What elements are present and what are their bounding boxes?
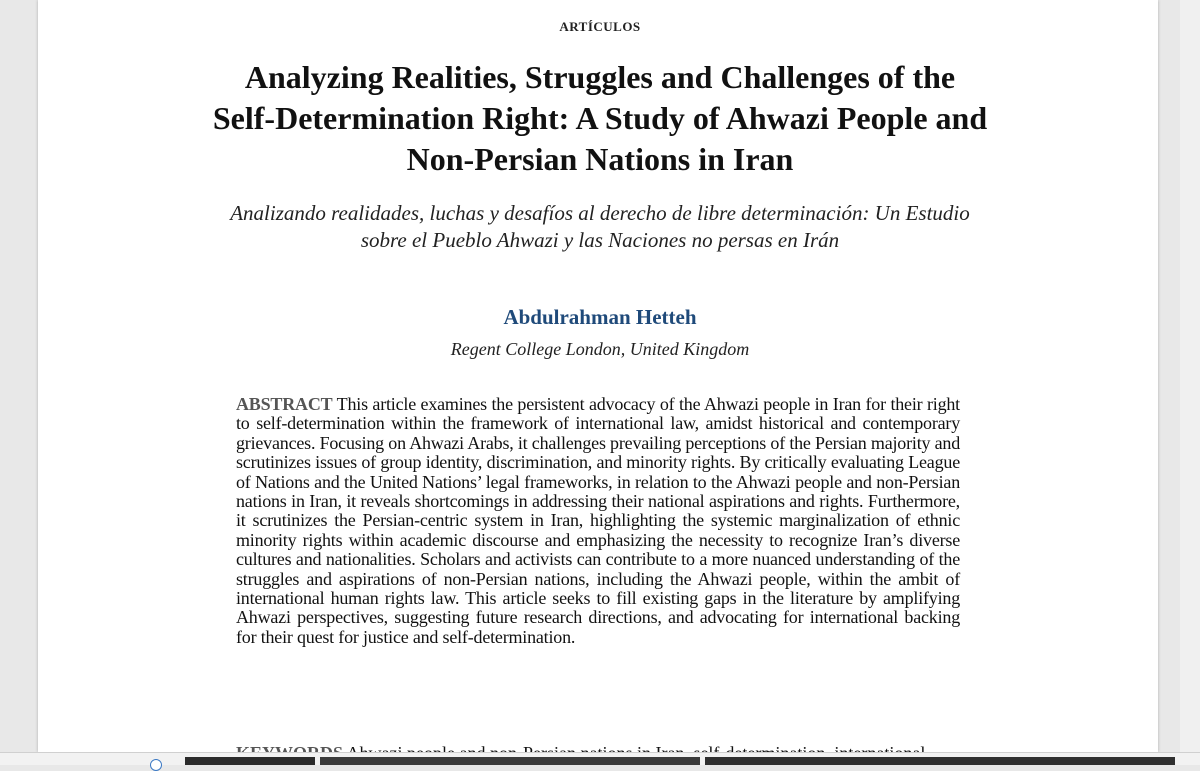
subtitle-line: Analizando realidades, luchas y desafíos al derecho de libre determinación: Un Estudio [230,201,970,225]
title-line: Self-Determination Right: A Study of Ahwazi People and [212,100,988,136]
author-affiliation: Regent College London, United Kingdom [450,339,750,359]
vertical-scrollbar[interactable] [1180,0,1200,752]
status-circle-icon [150,759,162,771]
section-label: ARTÍCULOS [559,19,641,34]
abstract [236,395,960,647]
article-subtitle [150,200,1050,254]
taskbar-segment[interactable] [185,757,315,765]
article-title [100,57,1100,180]
abstract-label: ABSTRACT [236,394,333,414]
abstract-text: This article examines the persistent advocacy of the Ahwazi people in Iran for their right to self-determination within the framework of international law, amidst historical and contemporary grievances. Focusing on Ahwazi Arabs, it challenges prevailing perceptions of the Persian majority and scrutinizes issues of group identity, discrimination, and minority rights. By critically evaluating League of Nations and the United Nations’ legal frameworks, in relation to the Ahwazi people and non-Persian nations in Iran, it reveals shortcomings in addressing their national aspirations and rights. Furthermore, it scrutinizes the Persian-centric system in Iran, highlighting the systemic marginalization of ethnic minority rights within academic discourse and emphasizing the necessity to recognize Iran’s diverse cultures and nationalities. Scholars and activists can contribute to a more nuanced understanding of the struggles and aspirations of non-Persian nations, including the Ahwazi people, within the ambit of international human rights law. This article seeks to fill existing gaps in the literature by amplifying Ahwazi perspectives, suggesting future research directions, and advocating for international backing for their quest for justice and self-determination. [236,394,960,647]
title-line: Non-Persian Nations in Iran [406,141,794,177]
document-page [38,0,1158,752]
author-name: Abdulrahman Hetteh [503,305,697,329]
title-line: Analyzing Realities, Struggles and Challenges of the [244,59,956,95]
subtitle-line: sobre el Pueblo Ahwazi y las Naciones no persas en Irán [360,228,840,252]
taskbar-segment[interactable] [705,757,1175,765]
taskbar [0,752,1200,765]
taskbar-segment[interactable] [320,757,700,765]
